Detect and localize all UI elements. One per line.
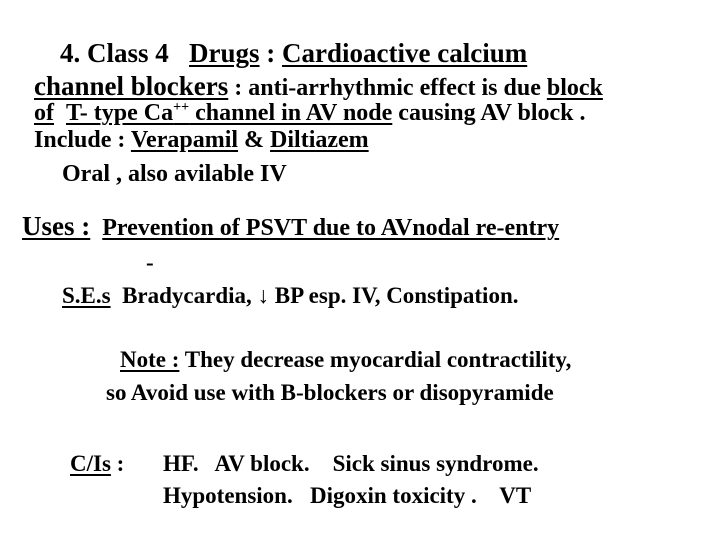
note-line2: so Avoid use with B-blockers or disopyramide [106, 380, 554, 405]
uses-line [22, 213, 559, 240]
channel-blockers-term: channel blockers [34, 71, 229, 101]
block-term: block [546, 75, 603, 101]
channel-av-node: channel in AV node [189, 100, 393, 126]
note-label: Note : [120, 347, 180, 372]
route-line: Oral , also avilable IV [62, 161, 287, 187]
heading-title: Cardioactive calcium [282, 38, 528, 68]
uses-label: Uses : [22, 211, 91, 241]
uses-text: Prevention of PSVT due to AVnodal re-entry [102, 215, 560, 241]
t-type-channel [66, 100, 392, 126]
contraindications-line1: HF. AV block. Sick sinus syndrome. [163, 451, 539, 476]
heading-colon: : [259, 38, 283, 68]
include-line [34, 128, 369, 152]
contraindications-label: C/Is [70, 451, 111, 476]
include-amp: & [238, 127, 271, 153]
side-effects-line [62, 284, 518, 307]
heading-line [60, 40, 527, 67]
line-t-type [34, 101, 585, 125]
calcium-charge: ++ [173, 100, 190, 115]
note-line1 [120, 348, 571, 371]
include-prefix: Include : [34, 127, 131, 153]
heading-drugs: Drugs [189, 38, 260, 68]
line-channel-blockers [34, 73, 603, 100]
contraindications-line2: Hypotension. Digoxin toxicity . VT [163, 483, 532, 508]
heading-number: 4. Class 4 [60, 38, 169, 68]
dash-mark: - [146, 250, 154, 275]
note-text-1: They decrease myocardial contractility, [179, 347, 572, 372]
line2-text: : anti-arrhythmic effect is due [228, 75, 547, 101]
side-effects-label: S.E.s [62, 283, 111, 308]
contraindications-colon: : [110, 451, 125, 476]
side-effects-text: Bradycardia, ↓ BP esp. IV, Constipation. [122, 283, 519, 308]
contraindications-label-group [70, 452, 124, 475]
t-type-ca: T- type Ca [66, 100, 174, 126]
drug-diltiazem: Diltiazem [270, 127, 369, 153]
of-word: of [34, 100, 54, 126]
drug-verapamil: Verapamil [130, 127, 239, 153]
line3-text: causing AV block . [392, 100, 586, 126]
